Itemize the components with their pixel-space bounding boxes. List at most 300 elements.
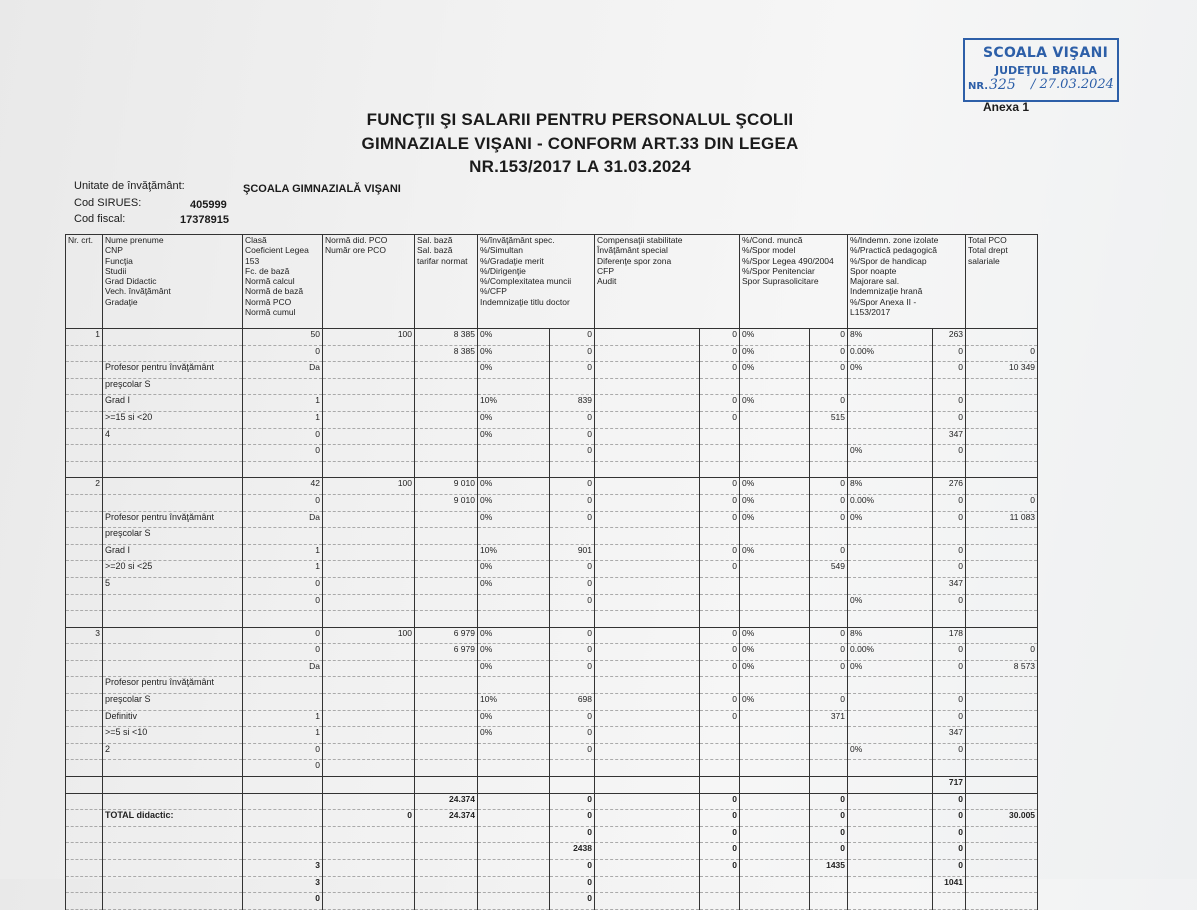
table-cell — [595, 644, 700, 661]
table-cell — [323, 395, 415, 412]
table-row — [66, 710, 1038, 727]
table-cell — [478, 777, 550, 794]
table-cell — [595, 627, 700, 644]
table-cell — [966, 860, 1038, 877]
table-cell — [66, 860, 103, 877]
table-cell: 1 — [243, 727, 323, 744]
table-cell — [848, 793, 933, 810]
table-cell — [323, 411, 415, 428]
table-cell — [323, 760, 415, 777]
table-cell — [243, 826, 323, 843]
table-cell: 0% — [740, 494, 810, 511]
table-cell — [478, 743, 550, 760]
table-cell — [478, 860, 550, 877]
table-cell: 0 — [810, 627, 848, 644]
table-row — [66, 893, 1038, 910]
table-cell: 347 — [933, 727, 966, 744]
table-row — [66, 777, 1038, 794]
table-cell: 8 573 — [966, 660, 1038, 677]
table-row — [66, 660, 1038, 677]
table-cell — [740, 760, 810, 777]
table-cell — [848, 428, 933, 445]
table-cell — [415, 826, 478, 843]
table-cell — [415, 362, 478, 379]
table-cell: 0 — [933, 644, 966, 661]
table-cell — [966, 329, 1038, 346]
table-cell — [848, 561, 933, 578]
table-cell: 0 — [810, 843, 848, 860]
table-cell: 0% — [848, 445, 933, 462]
table-cell — [323, 727, 415, 744]
table-cell: 0.00% — [848, 644, 933, 661]
table-cell: 0 — [700, 494, 740, 511]
table-cell — [415, 677, 478, 694]
table-cell: 0 — [933, 445, 966, 462]
stamp-handwritten-number: 325 — [989, 77, 1016, 93]
table-cell: 0 — [550, 660, 595, 677]
table-cell: 0% — [848, 743, 933, 760]
table-cell — [810, 428, 848, 445]
table-cell — [595, 793, 700, 810]
table-cell: 0 — [700, 843, 740, 860]
table-row — [66, 743, 1038, 760]
table-cell — [66, 710, 103, 727]
table-cell: 0 — [700, 544, 740, 561]
table-cell: 0% — [478, 411, 550, 428]
table-row — [66, 511, 1038, 528]
table-cell — [595, 860, 700, 877]
table-cell: 0 — [700, 561, 740, 578]
table-cell: 0 — [550, 893, 595, 910]
table-cell — [595, 594, 700, 611]
table-cell — [243, 793, 323, 810]
table-cell — [810, 777, 848, 794]
table-cell — [595, 544, 700, 561]
table-cell: 0% — [740, 644, 810, 661]
table-cell — [740, 461, 810, 478]
table-cell — [740, 445, 810, 462]
table-cell — [595, 677, 700, 694]
table-cell — [848, 461, 933, 478]
table-cell — [415, 743, 478, 760]
table-cell — [415, 843, 478, 860]
column-header: Normă did. PCO Număr ore PCO — [323, 235, 415, 329]
table-cell — [415, 544, 478, 561]
table-cell: 0% — [740, 395, 810, 412]
table-cell — [103, 893, 243, 910]
table-cell — [966, 528, 1038, 545]
table-cell — [595, 461, 700, 478]
table-cell: 2438 — [550, 843, 595, 860]
table-cell: 1 — [243, 710, 323, 727]
table-cell — [810, 577, 848, 594]
table-cell — [966, 727, 1038, 744]
table-cell: 0 — [810, 826, 848, 843]
table-cell — [595, 511, 700, 528]
table-row — [66, 644, 1038, 661]
table-cell: 3 — [243, 860, 323, 877]
table-cell: 0% — [478, 329, 550, 346]
table-cell: 0 — [933, 561, 966, 578]
stamp-school-name: SCOALA VIŞANI — [983, 45, 1109, 61]
table-cell — [848, 378, 933, 395]
table-cell: 901 — [550, 544, 595, 561]
table-cell — [478, 826, 550, 843]
table-cell: 0 — [700, 362, 740, 379]
table-cell — [243, 694, 323, 711]
table-cell: 0 — [700, 411, 740, 428]
table-cell: 0 — [966, 494, 1038, 511]
table-cell: 42 — [243, 478, 323, 495]
table-cell: TOTAL didactic: — [103, 810, 243, 827]
table-cell — [243, 843, 323, 860]
table-cell — [810, 760, 848, 777]
table-row — [66, 561, 1038, 578]
table-cell: Da — [243, 362, 323, 379]
table-cell — [415, 445, 478, 462]
title-line-2: GIMNAZIALE VIŞANI - CONFORM ART.33 DIN LEGEA — [361, 134, 799, 153]
table-cell — [243, 777, 323, 794]
table-cell — [323, 494, 415, 511]
table-cell: 0 — [700, 710, 740, 727]
table-cell — [415, 528, 478, 545]
table-cell: 0% — [478, 428, 550, 445]
table-cell: 0 — [550, 362, 595, 379]
table-cell: 0 — [550, 428, 595, 445]
title-line-3: NR.153/2017 LA 31.03.2024 — [469, 157, 691, 176]
table-cell — [66, 461, 103, 478]
table-cell — [103, 793, 243, 810]
table-cell — [740, 594, 810, 611]
table-cell: 0 — [810, 329, 848, 346]
table-cell — [415, 660, 478, 677]
table-cell: 0% — [478, 577, 550, 594]
table-cell: Definitiv — [103, 710, 243, 727]
table-cell — [415, 594, 478, 611]
table-cell — [66, 577, 103, 594]
table-cell: 0 — [243, 760, 323, 777]
table-row — [66, 826, 1038, 843]
table-cell: 0% — [848, 511, 933, 528]
table-cell — [323, 677, 415, 694]
table-cell — [740, 561, 810, 578]
table-cell — [323, 528, 415, 545]
table-cell — [66, 594, 103, 611]
table-cell — [66, 810, 103, 827]
table-cell — [103, 660, 243, 677]
table-cell — [323, 644, 415, 661]
table-cell: 0 — [550, 627, 595, 644]
sirues-label: Cod SIRUES: — [74, 197, 142, 209]
table-cell — [966, 378, 1038, 395]
table-cell: 0 — [243, 577, 323, 594]
table-cell — [740, 611, 810, 628]
table-cell — [550, 677, 595, 694]
table-cell: 276 — [933, 478, 966, 495]
table-row — [66, 594, 1038, 611]
table-cell — [810, 743, 848, 760]
table-cell — [740, 428, 810, 445]
table-row — [66, 793, 1038, 810]
table-cell — [700, 577, 740, 594]
table-cell: 0 — [243, 627, 323, 644]
table-cell — [933, 893, 966, 910]
table-cell — [740, 793, 810, 810]
table-cell: 0 — [933, 660, 966, 677]
table-cell: 0 — [550, 511, 595, 528]
registration-stamp — [963, 38, 1119, 102]
table-cell — [966, 411, 1038, 428]
table-cell: 24.374 — [415, 810, 478, 827]
table-cell: 0 — [810, 395, 848, 412]
table-cell: 0 — [933, 843, 966, 860]
table-cell — [810, 677, 848, 694]
table-cell — [66, 411, 103, 428]
table-cell — [478, 677, 550, 694]
table-cell: 0 — [810, 345, 848, 362]
table-cell — [595, 478, 700, 495]
table-cell — [66, 677, 103, 694]
table-cell: 10 349 — [966, 362, 1038, 379]
table-cell: 9 010 — [415, 478, 478, 495]
table-row — [66, 411, 1038, 428]
table-cell: 0 — [933, 411, 966, 428]
table-cell: 0.00% — [848, 494, 933, 511]
salary-table — [65, 234, 1038, 910]
annex-label: Anexa 1 — [983, 100, 1030, 114]
table-cell: 0 — [243, 428, 323, 445]
table-cell: 0% — [478, 627, 550, 644]
table-cell — [966, 677, 1038, 694]
table-cell: 0 — [933, 345, 966, 362]
table-cell: 0 — [550, 876, 595, 893]
table-cell — [66, 395, 103, 412]
table-cell — [966, 893, 1038, 910]
table-row — [66, 478, 1038, 495]
table-cell — [103, 627, 243, 644]
table-cell — [740, 577, 810, 594]
table-cell — [933, 378, 966, 395]
table-cell: Grad I — [103, 395, 243, 412]
table-cell: 0 — [700, 478, 740, 495]
table-cell: 0 — [550, 810, 595, 827]
table-cell — [700, 893, 740, 910]
table-cell — [848, 893, 933, 910]
table-cell: 0% — [740, 694, 810, 711]
table-cell — [415, 577, 478, 594]
table-cell: 178 — [933, 627, 966, 644]
table-cell: 0% — [740, 660, 810, 677]
table-cell — [415, 395, 478, 412]
table-cell — [595, 428, 700, 445]
table-cell — [595, 694, 700, 711]
table-cell — [415, 760, 478, 777]
table-cell — [323, 843, 415, 860]
table-cell: 0 — [933, 710, 966, 727]
table-cell: 2 — [103, 743, 243, 760]
table-cell — [700, 777, 740, 794]
table-cell — [595, 528, 700, 545]
table-cell: 5 — [103, 577, 243, 594]
table-row — [66, 461, 1038, 478]
table-cell — [966, 760, 1038, 777]
table-cell — [415, 411, 478, 428]
table-cell — [323, 577, 415, 594]
table-cell — [700, 743, 740, 760]
table-cell — [595, 329, 700, 346]
table-cell — [740, 710, 810, 727]
table-cell — [595, 411, 700, 428]
table-cell — [550, 777, 595, 794]
table-cell — [323, 544, 415, 561]
table-cell: Profesor pentru învăţământ — [103, 362, 243, 379]
column-header: %/învăţământ spec. %/Simultan %/Gradaţie merit %/Dirigenţie %/Complexitatea muncii %/CFP Indemnizaţie titlu doctor — [478, 235, 595, 329]
table-cell — [848, 544, 933, 561]
table-cell: 0% — [478, 511, 550, 528]
table-cell — [966, 461, 1038, 478]
table-cell: 30.005 — [966, 810, 1038, 827]
table-row — [66, 860, 1038, 877]
table-cell — [700, 727, 740, 744]
table-row — [66, 395, 1038, 412]
table-cell: 0 — [810, 511, 848, 528]
table-cell — [550, 760, 595, 777]
table-cell: 0 — [700, 694, 740, 711]
table-cell — [103, 594, 243, 611]
table-cell — [323, 561, 415, 578]
table-cell — [595, 777, 700, 794]
table-cell: 1 — [243, 561, 323, 578]
table-cell — [323, 860, 415, 877]
table-cell: 0% — [848, 594, 933, 611]
table-cell: 0% — [478, 362, 550, 379]
table-cell — [933, 760, 966, 777]
table-cell: 0% — [478, 345, 550, 362]
table-cell — [66, 611, 103, 628]
table-cell: 9 010 — [415, 494, 478, 511]
table-cell — [66, 793, 103, 810]
table-cell: 6 979 — [415, 644, 478, 661]
table-cell — [415, 611, 478, 628]
table-cell: 0 — [933, 544, 966, 561]
table-cell — [848, 395, 933, 412]
table-cell — [848, 760, 933, 777]
table-cell — [848, 777, 933, 794]
table-cell: 0 — [933, 694, 966, 711]
table-cell — [966, 428, 1038, 445]
table-cell: 0% — [478, 478, 550, 495]
table-cell — [966, 544, 1038, 561]
table-cell: 0% — [740, 362, 810, 379]
table-cell — [740, 810, 810, 827]
table-cell — [550, 461, 595, 478]
table-cell: 1 — [243, 544, 323, 561]
table-cell: 8% — [848, 478, 933, 495]
table-cell: 0 — [933, 826, 966, 843]
table-cell — [415, 378, 478, 395]
table-cell — [933, 677, 966, 694]
table-cell: 0% — [740, 627, 810, 644]
table-cell — [323, 511, 415, 528]
table-cell — [740, 727, 810, 744]
sirues-value: 405999 — [190, 199, 227, 211]
table-cell: 10% — [478, 395, 550, 412]
table-cell — [243, 528, 323, 545]
table-cell: 0 — [550, 577, 595, 594]
table-cell: Da — [243, 660, 323, 677]
table-cell: preşcolar S — [103, 528, 243, 545]
unit-label: Unitate de învăţământ: — [74, 180, 185, 192]
table-cell — [323, 378, 415, 395]
table-cell: 0% — [478, 727, 550, 744]
table-cell — [415, 461, 478, 478]
table-row — [66, 694, 1038, 711]
stamp-handwritten-date: / 27.03.2024 — [1031, 77, 1114, 92]
table-row — [66, 428, 1038, 445]
table-cell — [66, 428, 103, 445]
table-cell — [966, 594, 1038, 611]
table-cell: 0 — [700, 793, 740, 810]
table-cell — [810, 445, 848, 462]
table-cell — [848, 611, 933, 628]
table-cell: 0 — [550, 594, 595, 611]
table-cell — [66, 494, 103, 511]
table-cell — [323, 710, 415, 727]
table-cell: 0 — [933, 511, 966, 528]
table-cell: 0 — [810, 544, 848, 561]
table-cell: 11 083 — [966, 511, 1038, 528]
table-cell — [415, 727, 478, 744]
table-cell: 0% — [478, 561, 550, 578]
table-cell — [103, 494, 243, 511]
table-cell — [740, 860, 810, 877]
table-row — [66, 494, 1038, 511]
table-cell: >=20 si <25 — [103, 561, 243, 578]
table-cell: 0 — [933, 594, 966, 611]
table-cell — [66, 826, 103, 843]
table-cell: 0 — [550, 743, 595, 760]
table-cell — [66, 445, 103, 462]
table-cell — [966, 826, 1038, 843]
table-cell: 0 — [550, 494, 595, 511]
table-cell: 0 — [700, 395, 740, 412]
table-cell — [66, 378, 103, 395]
table-cell: 0 — [550, 727, 595, 744]
table-cell — [848, 710, 933, 727]
column-header: %/Cond. muncă %/Spor model %/Spor Legea 490/2004 %/Spor Penitenciar Spor Suprasolicitare — [740, 235, 848, 329]
table-cell: 0% — [478, 644, 550, 661]
table-cell: 0 — [550, 329, 595, 346]
table-cell — [66, 743, 103, 760]
table-cell — [323, 345, 415, 362]
table-cell — [848, 411, 933, 428]
table-cell — [550, 378, 595, 395]
table-cell — [66, 660, 103, 677]
table-cell — [595, 378, 700, 395]
table-cell — [323, 428, 415, 445]
table-cell: 347 — [933, 428, 966, 445]
table-row — [66, 677, 1038, 694]
table-cell: 0 — [243, 893, 323, 910]
table-cell — [478, 893, 550, 910]
title-line-1: FUNCŢII ŞI SALARII PENTRU PERSONALUL ŞCOLII — [366, 110, 794, 129]
table-cell — [740, 378, 810, 395]
table-cell: 1 — [243, 395, 323, 412]
table-cell: 8 385 — [415, 345, 478, 362]
table-cell: 0 — [550, 860, 595, 877]
table-row — [66, 544, 1038, 561]
table-cell — [595, 494, 700, 511]
